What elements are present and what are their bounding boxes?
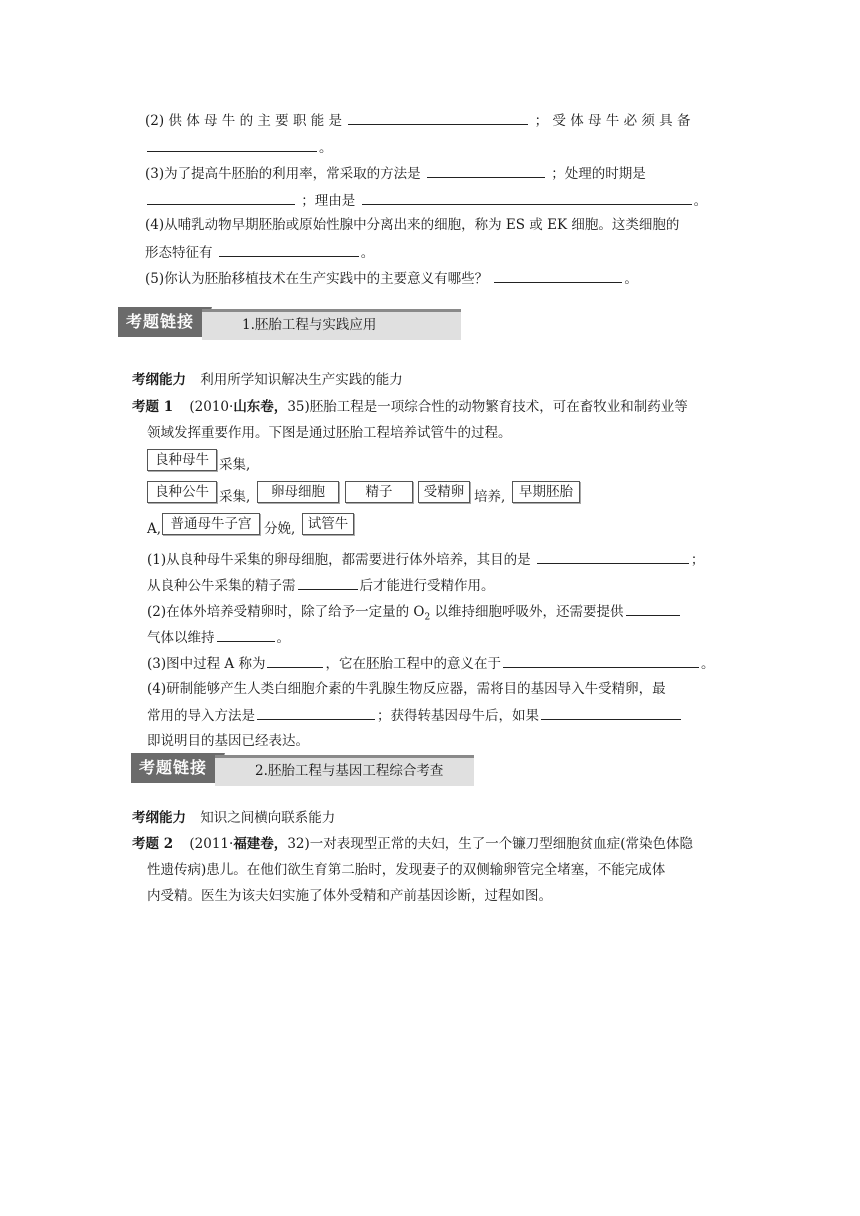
ability-line-2 [132, 808, 335, 828]
ex1-source: (2010· [189, 399, 234, 415]
ex2-source: (2011· [189, 836, 234, 852]
p2-blank-1[interactable] [626, 601, 680, 616]
section-tag-2: 考题链接 [131, 753, 215, 783]
ex1-text-1: 胚胎工程是一项综合性的动物繁育技术，可在畜牧业和制药业等 [309, 399, 688, 415]
section-tag-1: 考题链接 [118, 307, 202, 337]
q3-blank-3[interactable] [362, 190, 692, 205]
p3-blank-2[interactable] [503, 653, 699, 668]
p2-line-1 [147, 601, 682, 628]
ex1-source-bold: 山东卷， [233, 399, 288, 415]
q4-text-b: 形态特征有 [145, 245, 213, 261]
q2-blank-1[interactable] [348, 110, 528, 125]
flow-birth: 分娩, [264, 521, 296, 537]
p1-text-b: 从良种公牛采集的精子需 [147, 578, 296, 594]
q3-line [145, 163, 646, 184]
ex1-source-num: 35) [287, 399, 310, 415]
box-oocyte: 卵母细胞 [257, 481, 339, 503]
ex1-text-2: 领域发挥重要作用。下图是通过胚胎工程培养试管牛的过程。 [147, 425, 512, 441]
box-good-cow-male: 良种公牛 [147, 481, 217, 503]
ex2-text-2: 性遗传病)患儿。在他们欲生育第二胎时，发现妻子的双侧输卵管完全堵塞，不能完成体 [147, 862, 666, 878]
q2-end: 。 [319, 140, 333, 156]
box-early-embryo: 早期胚胎 [512, 481, 580, 503]
p2-line-2 [147, 627, 290, 648]
q3-text-c: ；理由是 [301, 193, 356, 209]
p4-blank-1[interactable] [257, 705, 375, 720]
ex1-line-2 [147, 423, 512, 443]
q4-text: (4)从哺乳动物早期胚胎或原始性腺中分离出来的细胞，称为 ES 或 EK 细胞。这类细胞的 [145, 217, 680, 233]
ability-line-1 [132, 370, 403, 390]
q3-text: (3)为了提高牛胚胎的利用率，常采取的方法是 [145, 166, 421, 182]
ability-label-1: 考纲能力 [132, 372, 186, 388]
box-sperm: 精子 [345, 481, 413, 503]
p1-text: (1)从良种母牛采集的卵母细胞，都需要进行体外培养，其目的是 [147, 552, 531, 568]
ex2-line-2 [147, 860, 665, 880]
ability-text-1: 利用所学知识解决生产实践的能力 [200, 372, 403, 388]
flow-collect-1: 采集, [219, 457, 251, 473]
q3-end: 。 [693, 193, 708, 209]
ex2-source-num: 32) [287, 836, 310, 852]
box-uterus: 普通母牛子宫 [162, 513, 260, 535]
p4-text-b: 常用的导入方法是 [147, 708, 255, 724]
p3-end: 。 [700, 656, 715, 672]
p2-end: 。 [276, 630, 290, 646]
box-good-cow-female: 良种母牛 [147, 449, 217, 471]
p4-blank-2[interactable] [541, 705, 681, 720]
ex2-text-1: 一对表现型正常的夫妇，生了一个镰刀型细胞贫血症(常染色体隐 [309, 836, 694, 852]
section-banner-1 [118, 307, 461, 337]
q3-blank-1[interactable] [427, 163, 545, 178]
ex2-line-1 [132, 834, 693, 854]
q3-text-b: ；处理的时期是 [551, 166, 646, 182]
p1-end: ； [690, 552, 705, 568]
p1-blank-1[interactable] [537, 549, 689, 564]
flow-process-a: A, [147, 521, 162, 537]
ex1-line-1 [132, 397, 688, 417]
p1-line-1 [147, 549, 704, 570]
p4-text-c: ；获得转基因母牛后，如果 [377, 708, 539, 724]
q3-line-2 [145, 190, 707, 211]
p3-line [147, 653, 714, 674]
p2-text: (2)在体外培养受精卵时，除了给予一定量的 O [147, 604, 425, 620]
q5-blank[interactable] [494, 268, 622, 283]
p3-blank-1[interactable] [267, 653, 323, 668]
ability-label-2: 考纲能力 [132, 810, 186, 826]
p1-blank-2[interactable] [298, 575, 358, 590]
ability-text-2: 知识之间横向联系能力 [200, 810, 336, 826]
p2-text-2: 以维持细胞呼吸外，还需要提供 [430, 604, 624, 620]
p3-text: (3)图中过程 A 称为 [147, 656, 266, 672]
q4-line [145, 215, 679, 235]
ex2-line-3 [147, 886, 552, 906]
ex2-source-bold: 福建卷， [233, 836, 288, 852]
q4-end: 。 [360, 245, 375, 261]
ex2-text-3: 内受精。医生为该夫妇实施了体外受精和产前基因诊断，过程如图。 [147, 888, 552, 904]
p4-text-d: 即说明目的基因已经表达。 [147, 733, 309, 749]
section-title-2: 2.胚胎工程与基因工程综合考查 [215, 755, 474, 786]
q2-line-2 [145, 137, 333, 158]
ex1-label: 考题 1 [132, 399, 174, 415]
p4-line-3 [147, 731, 309, 751]
q3-blank-2[interactable] [147, 190, 295, 205]
q2-blank-2[interactable] [147, 137, 317, 152]
p4-text: (4)研制能够产生人类白细胞介素的牛乳腺生物反应器，需将目的基因导入牛受精卵，最 [147, 681, 666, 697]
q5-end: 。 [624, 271, 638, 287]
q2-text: (2) 供 体 母 牛 的 主 要 职 能 是 [145, 113, 343, 129]
flow-collect-2: 采集, [219, 489, 251, 505]
p4-line-1 [147, 679, 666, 699]
box-zygote: 受精卵 [418, 481, 470, 503]
q5-text: (5)你认为胚胎移植技术在生产实践中的主要意义有哪些？ [145, 271, 489, 287]
q4-blank[interactable] [219, 242, 359, 257]
p2-blank-2[interactable] [217, 627, 275, 642]
box-test-tube-calf: 试管牛 [302, 513, 354, 535]
p1-line-2 [147, 575, 495, 596]
p3-text-b: ，它在胚胎工程中的意义在于 [325, 656, 501, 672]
q2-line [145, 110, 690, 131]
flow-culture: 培养, [474, 489, 506, 505]
ex2-label: 考题 2 [132, 836, 174, 852]
p2-text-b: 气体以维持 [147, 630, 215, 646]
q4-line-2 [145, 242, 374, 263]
q2-text-b: ； 受 体 母 牛 必 须 具 备 [534, 113, 691, 129]
p4-line-2 [147, 705, 683, 726]
p2-subscript: 2 [424, 612, 431, 623]
p1-text-c: 后才能进行受精作用。 [359, 578, 495, 594]
q5-line [145, 268, 638, 289]
section-title-1: 1.胚胎工程与实践应用 [202, 309, 461, 340]
section-banner-2 [131, 753, 474, 783]
